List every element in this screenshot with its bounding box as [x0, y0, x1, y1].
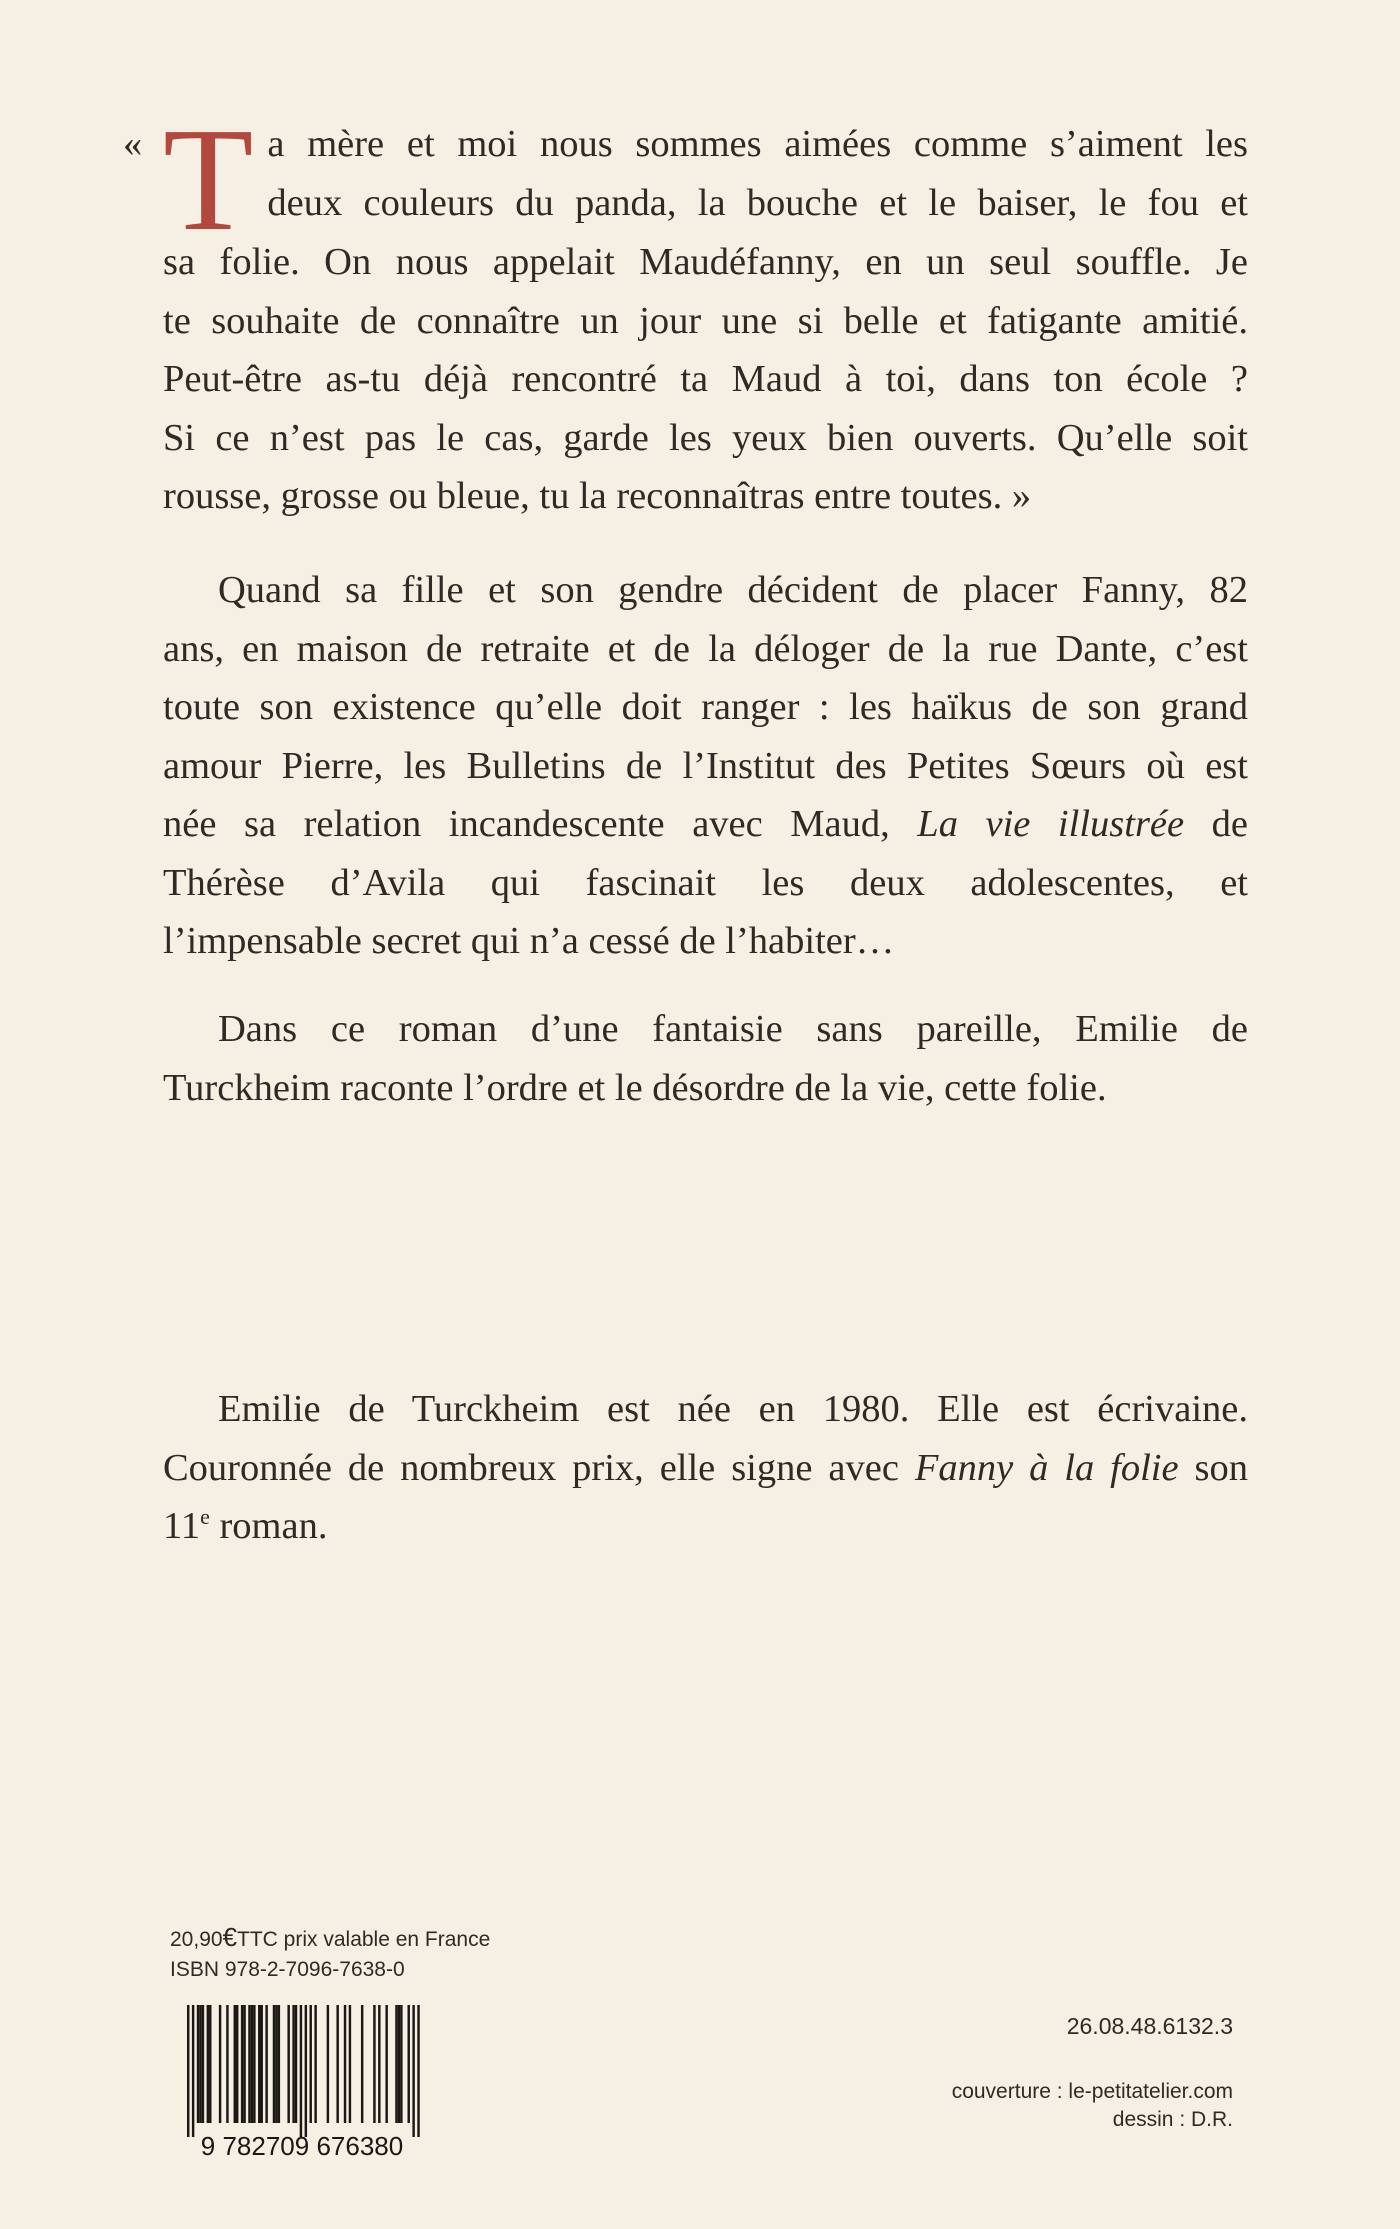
barcode-bar [398, 2005, 400, 2123]
pitch-line: Dans ce roman d’une fantaisie sans pareille, Emilie de [218, 1008, 1248, 1050]
barcode-bar [314, 2005, 316, 2123]
barcode-bar [226, 2005, 228, 2123]
barcode-bar [305, 2005, 307, 2137]
barcode-bar [207, 2005, 209, 2123]
summary-line [163, 795, 1248, 854]
author-bio [163, 1380, 1248, 1556]
barcode-bar [187, 2005, 189, 2137]
barcode-bar [344, 2005, 346, 2123]
barcode-bar [265, 2005, 267, 2123]
barcode-bar [253, 2005, 255, 2123]
barcode-bar [300, 2005, 302, 2137]
quote-line: rousse, grosse ou bleue, tu la reconnaîtras entre toutes. » [163, 475, 1032, 517]
bio-text: Couronnée de nombreux prix, elle signe avec [163, 1446, 899, 1489]
quote-line: Peut-être as-tu déjà rencontré ta Maud à toi, dans ton école ? [163, 358, 1248, 400]
opening-guillemet: « [123, 123, 143, 165]
barcode-bar [349, 2005, 351, 2123]
price-note: TTC prix valable en France [237, 1928, 491, 1951]
barcode-bar [273, 2005, 275, 2123]
barcode-bar [258, 2005, 260, 2123]
summary-line: Thérèse d’Avila qui fascinait les deux adolescentes, et [163, 861, 1248, 904]
barcode-bar [248, 2005, 250, 2123]
bio-line [163, 1497, 1248, 1556]
barcode-bar [202, 2005, 204, 2123]
credits [952, 2078, 1233, 2134]
pitch-line: Turckheim raconte l’ordre et le désordre de la vie, cette folie. [163, 1066, 1107, 1109]
barcode-bar [243, 2005, 245, 2123]
summary-line: Quand sa fille et son gendre décident de placer Fanny, 82 [218, 569, 1248, 611]
summary-line: ans, en maison de retraite et de la déloger de la rue Dante, c’est [163, 627, 1248, 670]
ordinal-superscript: e [200, 1504, 210, 1529]
barcode-bar [209, 2005, 211, 2123]
product-code: 26.08.48.6132.3 [1066, 2013, 1233, 2039]
barcode-bar [412, 2005, 414, 2137]
barcode-bar [327, 2005, 329, 2123]
isbn: ISBN 978-2-7096-7638-0 [170, 1958, 405, 1981]
barcode-bar [219, 2005, 221, 2123]
barcode-bar [310, 2005, 312, 2123]
bio-text: son [1194, 1446, 1249, 1489]
euro-symbol: € [222, 1922, 238, 1952]
barcode-bar [336, 2005, 338, 2123]
barcode-bar [287, 2005, 289, 2123]
barcode-bar [395, 2005, 397, 2123]
price-info [170, 1922, 490, 1985]
barcode-bar [197, 2005, 199, 2123]
quote-line: te souhaite de connaître un jour une si belle et fatigante amitié. [163, 299, 1248, 342]
barcode-bar [361, 2005, 363, 2123]
barcode-bar [241, 2005, 243, 2123]
barcode-bar [417, 2005, 419, 2137]
price-amount: 20,90 [170, 1928, 223, 1951]
summary-text: née sa relation incandescente avec Maud, [163, 803, 890, 845]
quote-line: sa folie. On nous appelait Maudéfanny, en un seul souffle. Je [163, 241, 1248, 283]
barcode-bar [236, 2005, 238, 2123]
barcode-bar [261, 2005, 263, 2123]
summary-line: amour Pierre, les Bulletins de l’Institut des Petites Sœurs où est [163, 744, 1248, 787]
book-title-italic: La vie illustrée [917, 803, 1185, 845]
pitch-paragraph [163, 1000, 1248, 1117]
barcode-bar [408, 2005, 410, 2123]
barcode [163, 2005, 441, 2160]
barcode-bar [378, 2005, 380, 2123]
barcode-bar [400, 2005, 402, 2123]
bio-line: Emilie de Turckheim est née en 1980. Elle est écrivaine. [218, 1388, 1248, 1430]
barcode-bar [192, 2005, 194, 2137]
summary-paragraph [163, 561, 1248, 971]
barcode-digits: 9 782709 676380 [200, 2131, 404, 2160]
barcode-bar [385, 2005, 387, 2123]
ordinal-number: 11 [163, 1505, 201, 1547]
quote-line: deux couleurs du panda, la bouche et le baiser, le fou et [267, 181, 1248, 224]
quote-line: a mère et moi nous sommes aimées comme s’aiment les [267, 123, 1248, 165]
summary-text: de [1211, 803, 1249, 845]
barcode-bar [295, 2005, 297, 2123]
barcode-bar [292, 2005, 294, 2123]
summary-line: l’impensable secret qui n’a cessé de l’habiter… [163, 920, 895, 962]
quote-line: Si ce n’est pas le cas, garde les yeux bien ouverts. Qu’elle soit [163, 416, 1248, 459]
bio-line [163, 1439, 1248, 1498]
cover-credit: couverture : le-petitatelier.com [951, 2080, 1233, 2103]
book-title-italic: Fanny à la folie [914, 1446, 1179, 1489]
bio-text: roman. [209, 1505, 328, 1547]
barcode-bar [278, 2005, 280, 2123]
barcode-bar [275, 2005, 277, 2123]
drop-cap-letter: T [163, 98, 254, 262]
drawing-credit: dessin : D.R. [1112, 2108, 1233, 2131]
price-line [170, 1922, 490, 1955]
barcode-bar [199, 2005, 201, 2123]
barcode-bar [373, 2005, 375, 2123]
summary-line: toute son existence qu’elle doit ranger : les haïkus de son grand [163, 686, 1248, 728]
barcode-bar [234, 2005, 236, 2123]
opening-quote [123, 98, 1248, 526]
barcode-bar [251, 2005, 253, 2123]
